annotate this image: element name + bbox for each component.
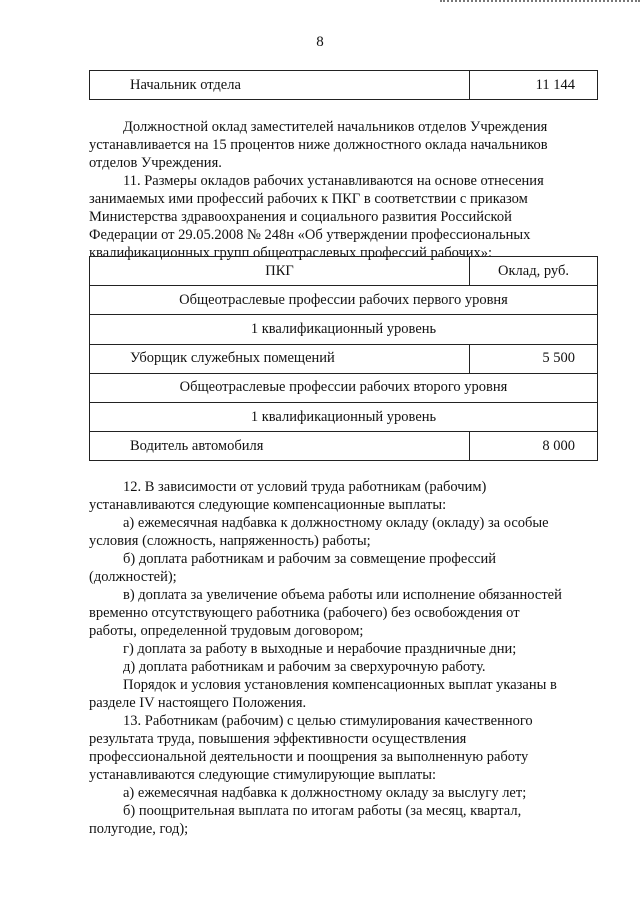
paragraph-deputy-salary bbox=[89, 118, 598, 172]
workers-salary-table bbox=[89, 256, 598, 461]
level-row: 1 квалификационный уровень bbox=[90, 315, 598, 344]
table-header-row bbox=[90, 257, 598, 286]
text-line: б) доплата работникам и рабочим за совмещение профессий bbox=[123, 551, 497, 567]
text-line: Министерства здравоохранения и социального развития Российской bbox=[89, 209, 512, 225]
text-line: полугодие, год); bbox=[89, 821, 189, 837]
text-line: Федерации от 29.05.2008 № 248н «Об утверждении профессиональных bbox=[89, 227, 531, 243]
text-line: условия (сложность, напряженность) работы; bbox=[89, 533, 371, 549]
paragraph-11 bbox=[89, 172, 598, 262]
text-line: д) доплата работникам и рабочим за сверхурочную работу. bbox=[123, 659, 486, 675]
text-line: в) доплата за увеличение объема работы или исполнение обязанностей bbox=[123, 587, 562, 603]
paragraph-13 bbox=[89, 712, 598, 838]
text-line: б) поощрительная выплата по итогам работы (за месяц, квартал, bbox=[123, 803, 522, 819]
scan-artifact bbox=[440, 0, 640, 5]
text-line: 13. Работникам (рабочим) с целью стимулирования качественного bbox=[123, 713, 533, 729]
text-line: временно отсутствующего работника (рабочего) без освобождения от bbox=[89, 605, 520, 621]
salary-cell: 5 500 bbox=[470, 344, 598, 373]
salary-cell: 8 000 bbox=[470, 432, 598, 461]
position-cell: Начальник отдела bbox=[90, 71, 470, 100]
text-line: 12. В зависимости от условий труда работникам (рабочим) bbox=[123, 479, 487, 495]
table-row bbox=[90, 373, 598, 402]
text-line: работы, определенной трудовым договором; bbox=[89, 623, 364, 639]
salary-table-head bbox=[89, 70, 598, 100]
text-line: занимаемых ими профессий рабочих к ПКГ в соответствии с приказом bbox=[89, 191, 528, 207]
header-pkg: ПКГ bbox=[90, 257, 470, 286]
table-row bbox=[90, 315, 598, 344]
text-line: устанавливаются следующие стимулирующие выплаты: bbox=[89, 767, 437, 783]
table-row bbox=[90, 402, 598, 431]
text-line: устанавливается на 15 процентов ниже должностного оклада начальников bbox=[89, 137, 548, 153]
text-line: г) доплата за работу в выходные и нерабочие праздничные дни; bbox=[123, 641, 517, 657]
text-line: Порядок и условия установления компенсационных выплат указаны в bbox=[123, 677, 557, 693]
text-line: (должностей); bbox=[89, 569, 177, 585]
text-line: устанавливаются следующие компенсационные выплаты: bbox=[89, 497, 447, 513]
page-number: 8 bbox=[316, 34, 324, 50]
table-row bbox=[90, 344, 598, 373]
text-line: профессиональной деятельности и поощрения за выполненную работу bbox=[89, 749, 529, 765]
paragraph-12 bbox=[89, 478, 598, 712]
text-line: 11. Размеры окладов рабочих устанавливаются на основе отнесения bbox=[123, 173, 544, 189]
text-line: квалификационных групп общеотраслевых профессий рабочих»: bbox=[89, 245, 493, 261]
group-row: Общеотраслевые профессии рабочих второго уровня bbox=[90, 373, 598, 402]
table-row bbox=[90, 432, 598, 461]
group-row: Общеотраслевые профессии рабочих первого уровня bbox=[90, 286, 598, 315]
header-salary: Оклад, руб. bbox=[470, 257, 598, 286]
text-line: результата труда, повышения эффективности осуществления bbox=[89, 731, 467, 747]
table-row bbox=[90, 71, 598, 100]
salary-cell: 11 144 bbox=[470, 71, 598, 100]
position-cell: Водитель автомобиля bbox=[90, 432, 470, 461]
text-line: разделе IV настоящего Положения. bbox=[89, 695, 307, 711]
text-line: а) ежемесячная надбавка к должностному окладу (окладу) за особые bbox=[123, 515, 549, 531]
table-row bbox=[90, 286, 598, 315]
position-cell: Уборщик служебных помещений bbox=[90, 344, 470, 373]
level-row: 1 квалификационный уровень bbox=[90, 402, 598, 431]
text-line: отделов Учреждения. bbox=[89, 155, 222, 171]
text-line: Должностной оклад заместителей начальников отделов Учреждения bbox=[123, 119, 548, 135]
text-line: а) ежемесячная надбавка к должностному окладу за выслугу лет; bbox=[123, 785, 527, 801]
